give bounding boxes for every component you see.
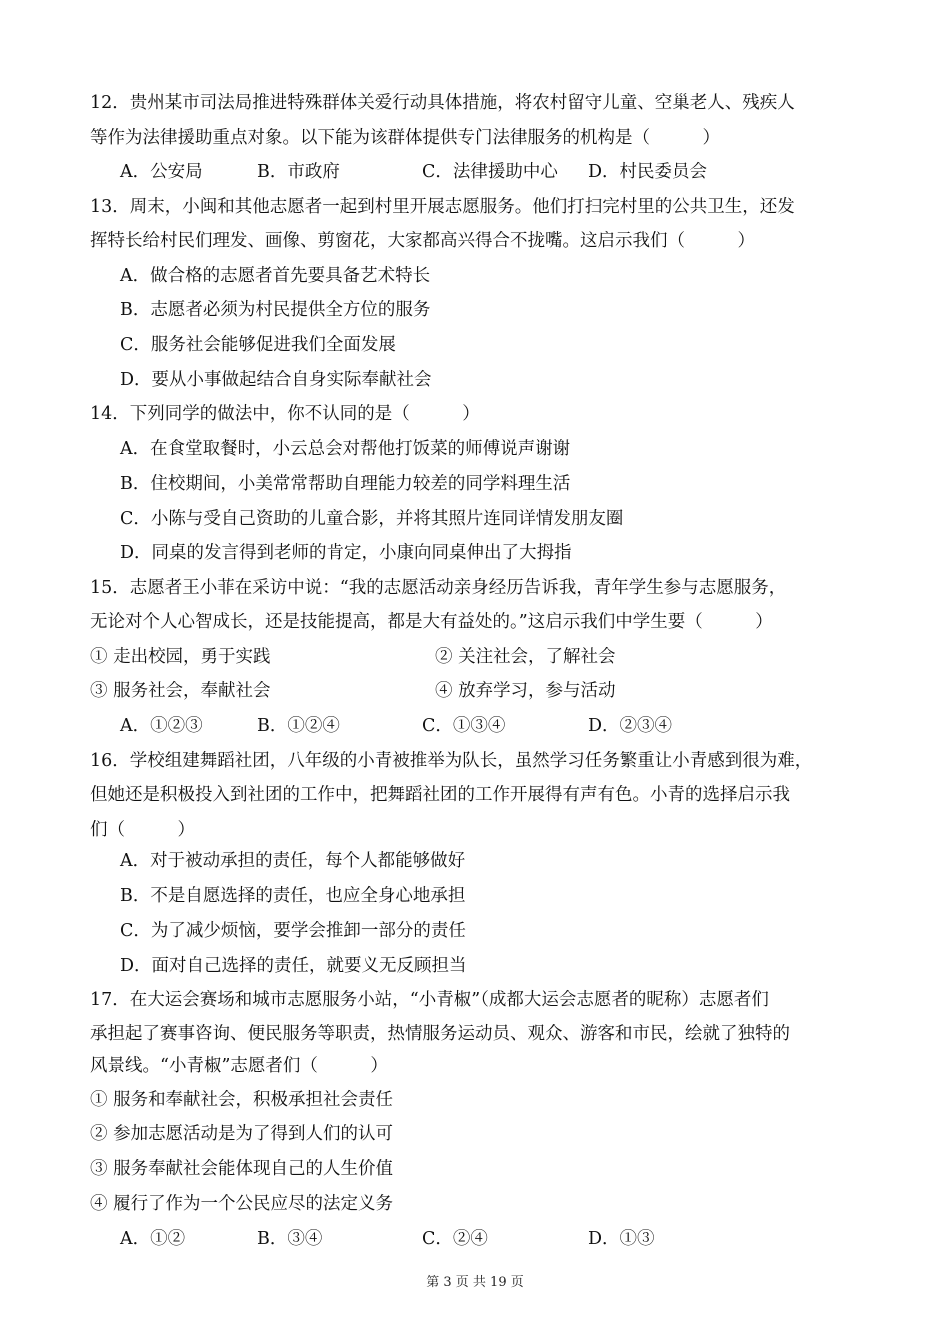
question-stem: 无论对个人心智成长，还是技能提高，都是大有益处的。”这启示我们中学生要（ ） (90, 612, 773, 632)
question-stem: 14．下列同学的做法中，你不认同的是（ ） (90, 404, 480, 424)
question-stem: 15．志愿者王小菲在采访中说：“我的志愿活动亲身经历告诉我，青年学生参与志愿服务， (90, 578, 787, 598)
option-a: A．①②③ (120, 716, 203, 736)
option-b: B．③④ (257, 1229, 323, 1249)
option-b: B．①②④ (257, 716, 340, 736)
statement-row (90, 645, 850, 669)
option-d: D．②③④ (588, 716, 673, 736)
statement-1: ① 服务和奉献社会，积极承担社会责任 (90, 1090, 394, 1110)
option-c: C．小陈与受自己资助的儿童合影，并将其照片连同详情发朋友圈 (120, 509, 624, 529)
question-stem: 们（ ） (90, 820, 195, 840)
question-stem: 13．周末，小闽和其他志愿者一起到村里开展志愿服务。他们打扫完村里的公共卫生，还发 (90, 197, 795, 217)
statement-2: ② 关注社会，了解社会 (435, 647, 616, 667)
question-stem: 17．在大运会赛场和城市志愿服务小站，“小青椒”（成都大运会志愿者的昵称）志愿者们 (90, 990, 769, 1010)
option-a: A．公安局 (120, 162, 203, 182)
statement-4: ④ 履行了作为一个公民应尽的法定义务 (90, 1194, 394, 1214)
statement-3: ③ 服务社会，奉献社会 (90, 681, 271, 701)
option-a: A．对于被动承担的责任，每个人都能够做好 (120, 851, 466, 871)
option-a: A．①② (120, 1229, 186, 1249)
question-stem: 16．学校组建舞蹈社团，八年级的小青被推举为队长，虽然学习任务繁重让小青感到很为难， (90, 751, 813, 771)
statement-row (90, 679, 850, 703)
option-d: D．面对自己选择的责任，就要义无反顾担当 (120, 956, 467, 976)
option-c: C．①③④ (422, 716, 506, 736)
option-d: D．村民委员会 (588, 162, 708, 182)
option-a: A．在食堂取餐时，小云总会对帮他打饭菜的师傅说声谢谢 (120, 439, 571, 459)
statement-2: ② 参加志愿活动是为了得到人们的认可 (90, 1124, 394, 1144)
option-a: A．做合格的志愿者首先要具备艺术特长 (120, 266, 431, 286)
question-stem: 挥特长给村民们理发、画像、剪窗花，大家都高兴得合不拢嘴。这启示我们（ ） (90, 231, 755, 251)
question-stem: 但她还是积极投入到社团的工作中，把舞蹈社团的工作开展得有声有色。小青的选择启示我 (90, 785, 790, 805)
option-c: C．②④ (422, 1229, 488, 1249)
option-b: B．住校期间，小美常常帮助自理能力较差的同学料理生活 (120, 474, 571, 494)
statement-4: ④ 放弃学习，参与活动 (435, 681, 616, 701)
option-b: B．市政府 (257, 162, 340, 182)
statement-1: ① 走出校园，勇于实践 (90, 647, 271, 667)
option-c: C．服务社会能够促进我们全面发展 (120, 335, 396, 355)
question-stem: 承担起了赛事咨询、便民服务等职责，热情服务运动员、观众、游客和市民，绘就了独特的 (90, 1024, 790, 1044)
option-d: D．同桌的发言得到老师的肯定，小康向同桌伸出了大拇指 (120, 543, 572, 563)
statement-3: ③ 服务奉献社会能体现自己的人生价值 (90, 1159, 394, 1179)
page-number: 第 3 页 共 19 页 (426, 1275, 524, 1290)
option-c: C．为了减少烦恼，要学会推卸一部分的责任 (120, 921, 466, 941)
question-stem: 12．贵州某市司法局推进特殊群体关爱行动具体措施，将农村留守儿童、空巢老人、残疾人 (90, 93, 795, 113)
option-d: D．①③ (588, 1229, 655, 1249)
option-b: B．不是自愿选择的责任，也应全身心地承担 (120, 886, 466, 906)
option-b: B．志愿者必须为村民提供全方位的服务 (120, 300, 431, 320)
question-stem: 等作为法律援助重点对象。以下能为该群体提供专门法律服务的机构是（ ） (90, 128, 720, 148)
question-stem: 风景线。“小青椒”志愿者们（ ） (90, 1056, 388, 1076)
option-d: D．要从小事做起结合自身实际奉献社会 (120, 370, 432, 390)
option-c: C．法律援助中心 (422, 162, 558, 182)
